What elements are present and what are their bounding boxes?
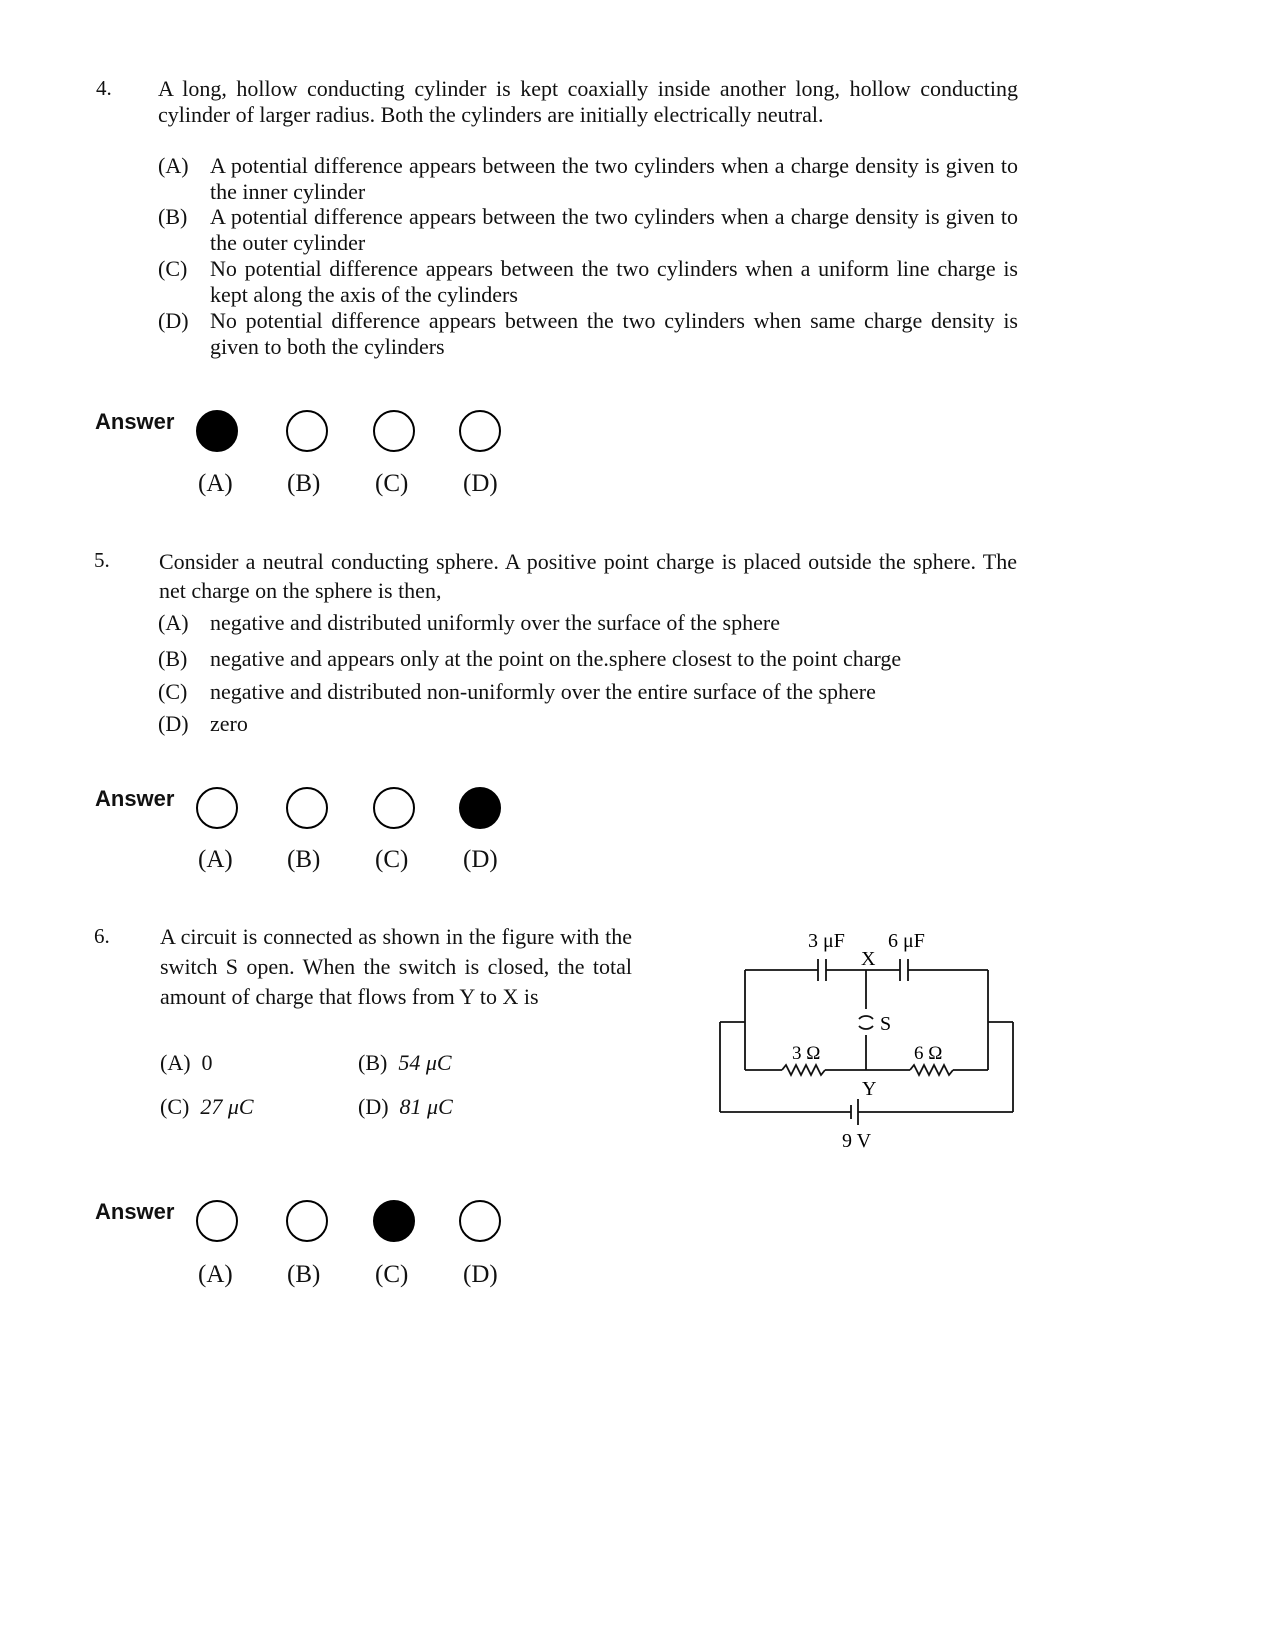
option-label: (A) [158, 153, 189, 178]
question-number: 6. [94, 924, 110, 948]
cap-right-label: 6 μF [888, 930, 925, 952]
bubble-label-b: (B) [287, 470, 321, 497]
option-label: (D) [358, 1094, 389, 1119]
option-label: (D) [158, 308, 189, 333]
answer-label: Answer [95, 1199, 175, 1224]
option-text: A potential difference appears between the two cylinders when a charge density is given to the outer cylinder [210, 204, 1018, 255]
battery-label: 9 V [842, 1130, 872, 1152]
option-label: (B) [358, 1050, 388, 1075]
switch-label: S [880, 1013, 892, 1035]
answer-bubble-a[interactable] [196, 787, 238, 829]
answer-bubble-d[interactable] [459, 787, 501, 829]
option-text: A potential difference appears between the two cylinders when a charge density is given to the inner cylinder [210, 153, 1018, 204]
bubble-label-c: (C) [375, 470, 409, 497]
option-text: No potential difference appears between the two cylinders when same charge density is given to both the cylinders [210, 308, 1018, 359]
option-label: (C) [158, 679, 188, 704]
bubble-label-d: (D) [463, 846, 498, 873]
bubble-label-a: (A) [198, 846, 233, 873]
res-left-label: 3 Ω [792, 1043, 821, 1064]
bubble-label-c: (C) [375, 1261, 409, 1288]
answer-bubble-b[interactable] [286, 1200, 328, 1242]
option-label: (A) [160, 1050, 191, 1075]
node-y-label: Y [862, 1078, 877, 1100]
option-text: 27 μC [200, 1094, 254, 1119]
question-number: 5. [94, 548, 110, 572]
bubble-label-a: (A) [198, 1261, 233, 1288]
option-text: negative and distributed non-uniformly over the entire surface of the sphere [210, 679, 876, 704]
answer-label: Answer [95, 409, 175, 434]
option-c [160, 1094, 254, 1120]
option-label: (A) [158, 610, 189, 635]
option-b [358, 1050, 452, 1076]
answer-bubble-c[interactable] [373, 1200, 415, 1242]
option-text: zero [210, 711, 248, 736]
bubble-label-b: (B) [287, 1261, 321, 1288]
option-label: (C) [158, 256, 188, 281]
cap-left-label: 3 μF [808, 930, 845, 952]
question-number: 4. [96, 76, 112, 100]
option-a [160, 1050, 213, 1076]
question-text: A circuit is connected as shown in the figure with the switch S open. When the switch is closed, the total amount of charge that flows from Y to X is [160, 924, 632, 1009]
bubble-label-d: (D) [463, 470, 498, 497]
option-text: 0 [201, 1050, 213, 1075]
answer-bubble-a[interactable] [196, 410, 238, 452]
option-text: negative and distributed uniformly over the surface of the sphere [210, 610, 780, 635]
option-label: (B) [158, 204, 188, 229]
option-text: 81 μC [399, 1094, 453, 1119]
answer-bubble-c[interactable] [373, 410, 415, 452]
bubble-label-b: (B) [287, 846, 321, 873]
option-label: (D) [158, 711, 189, 736]
answer-bubble-d[interactable] [459, 410, 501, 452]
option-label: (C) [160, 1094, 190, 1119]
answer-bubble-a[interactable] [196, 1200, 238, 1242]
option-d [358, 1094, 453, 1120]
answer-label: Answer [95, 786, 175, 811]
question-text: Consider a neutral conducting sphere. A positive point charge is placed outside the sphere. The net charge on the sphere is then, [159, 549, 1017, 603]
bubble-label-a: (A) [198, 470, 233, 497]
question-text: A long, hollow conducting cylinder is kept coaxially inside another long, hollow conducting cylinder of larger radius. Both the cylinders are initially electrically neutral. [158, 76, 1018, 127]
circuit-diagram [700, 915, 1030, 1160]
answer-bubble-b[interactable] [286, 410, 328, 452]
option-text: No potential difference appears between the two cylinders when a uniform line charge is kept along the axis of the cylinders [210, 256, 1018, 307]
option-label: (B) [158, 646, 188, 671]
answer-bubble-b[interactable] [286, 787, 328, 829]
answer-bubble-c[interactable] [373, 787, 415, 829]
bubble-label-c: (C) [375, 846, 409, 873]
bubble-label-d: (D) [463, 1261, 498, 1288]
node-x-label: X [861, 948, 876, 970]
res-right-label: 6 Ω [914, 1043, 943, 1064]
option-text: 54 μC [398, 1050, 452, 1075]
option-text: negative and appears only at the point on the.sphere closest to the point charge [210, 646, 902, 671]
answer-bubble-d[interactable] [459, 1200, 501, 1242]
